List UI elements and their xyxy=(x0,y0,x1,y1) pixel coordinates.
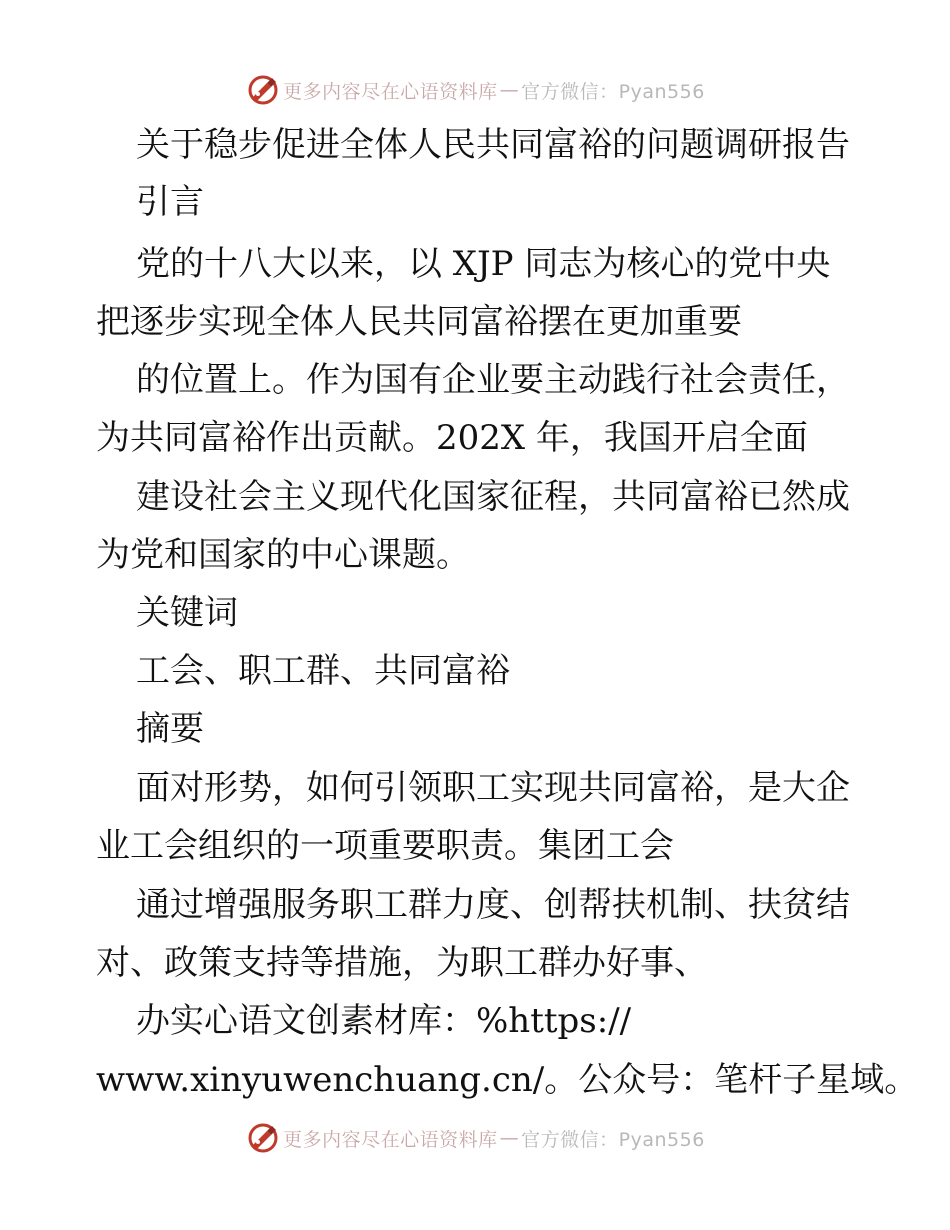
pen-logo-icon xyxy=(245,1120,281,1156)
banner-separator: — xyxy=(499,79,520,101)
paragraph-line: www.xinyuwenchuang.cn/。公众号：笔杆子星域。 xyxy=(96,1060,919,1100)
paragraph-line: 业工会组织的一项重要职责。集团工会 xyxy=(96,826,674,866)
banner-separator: — xyxy=(499,1127,520,1149)
paragraph-line: 为党和国家的中心课题。 xyxy=(96,535,470,575)
paragraph-line: 的位置上。作为国有企业要主动践行社会责任， xyxy=(136,360,850,400)
footer-banner xyxy=(0,1118,950,1158)
pen-logo-icon xyxy=(245,72,281,108)
paragraph-line: 通过增强服务职工群力度、创帮扶机制、扶贫结 xyxy=(136,885,850,925)
intro-heading: 引言 xyxy=(136,182,204,222)
paragraph-line: 党的十八大以来，以 XJP 同志为核心的党中央 xyxy=(136,244,831,284)
paragraph-line: 把逐步实现全体人民共同富裕摆在更加重要 xyxy=(96,302,742,342)
keywords-text: 工会、职工群、共同富裕 xyxy=(136,651,510,691)
paragraph-line: 建设社会主义现代化国家征程，共同富裕已然成 xyxy=(136,477,850,517)
banner-site-text: 更多内容尽在心语资料库 xyxy=(283,1128,498,1151)
keywords-heading: 关键词 xyxy=(136,593,238,633)
abstract-heading: 摘要 xyxy=(136,709,204,749)
banner-wechat-text: 官方微信：Pyan556 xyxy=(521,80,705,103)
document-title: 关于稳步促进全体人民共同富裕的问题调研报告 xyxy=(136,125,850,165)
banner-wechat-text: 官方微信：Pyan556 xyxy=(521,1128,705,1151)
paragraph-line: 对、政策支持等措施，为职工群办好事、 xyxy=(96,943,708,983)
paragraph-line: 办实心语文创素材库：%https:// xyxy=(136,1001,632,1041)
banner-site-text: 更多内容尽在心语资料库 xyxy=(283,80,498,103)
paragraph-line: 面对形势，如何引领职工实现共同富裕，是大企 xyxy=(136,768,850,808)
paragraph-line: 为共同富裕作出贡献。202X 年，我国开启全面 xyxy=(96,418,808,458)
header-banner xyxy=(0,70,950,110)
